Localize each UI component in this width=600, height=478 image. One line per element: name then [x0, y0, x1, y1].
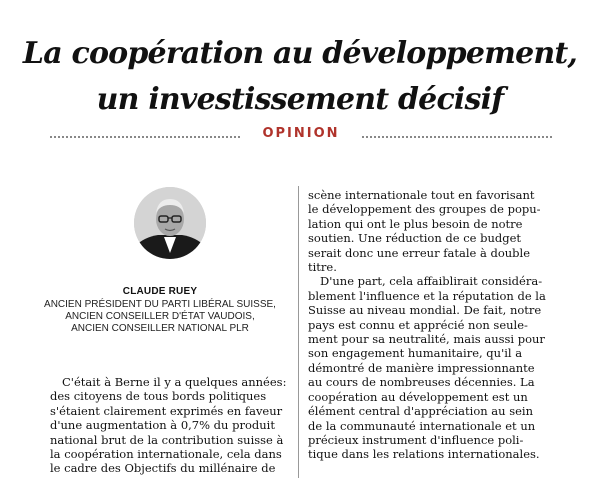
- text-line: coopération au développement est un: [308, 389, 528, 404]
- text-line: de la communauté internationale et un: [308, 418, 536, 433]
- text-line: C'était à Berne il y a quelques années:: [62, 375, 287, 389]
- text-line: soutien. Une réduction de ce budget: [308, 231, 522, 246]
- text-line: le cadre des Objectifs du millénaire de: [50, 461, 276, 476]
- text-line: le développement des groupes de popu-: [308, 202, 541, 217]
- text-line: son engagement humanitaire, qu'il a: [308, 346, 523, 361]
- text-line: précieux instrument d'influence poli-: [308, 432, 524, 447]
- rubric-label: OPINION: [262, 126, 340, 141]
- author-role-2: ANCIEN CONSEILLER D'ÉTAT VAUDOIS,: [65, 311, 255, 322]
- text-line: élément central d'appréciation au sein: [308, 404, 534, 419]
- text-line: lation qui ont le plus besoin de notre: [308, 216, 523, 231]
- text-line: démontré de manière impressionnante: [308, 360, 535, 375]
- rubric-row: [50, 126, 552, 144]
- author-role-3: ANCIEN CONSEILLER NATIONAL PLR: [71, 323, 249, 334]
- author-name: CLAUDE RUEY: [122, 286, 198, 297]
- text-line: blement l'influence et la réputation de la: [308, 288, 546, 303]
- author-portrait-image: [134, 187, 206, 259]
- text-line: D'une part, cela affaiblirait considéra-: [320, 274, 543, 289]
- rubric-divider-right: [362, 136, 552, 138]
- headline-line-1: La coopération au développement,: [22, 36, 578, 71]
- headline-line-2: un investissement décisif: [96, 82, 504, 117]
- text-line: national brut de la contribution suisse à: [50, 432, 284, 447]
- text-line: la coopération internationale, cela dans: [50, 447, 282, 462]
- text-line: scène internationale tout en favorisant: [308, 188, 535, 202]
- text-line: au cours de nombreuses décennies. La: [308, 375, 535, 390]
- article-right-column: [308, 188, 556, 462]
- article-left-column: [50, 375, 290, 476]
- text-line: pays est connu et apprécié non seule-: [308, 317, 528, 332]
- text-line: titre.: [308, 260, 337, 275]
- text-line: tique dans les relations internationales.: [308, 447, 540, 462]
- text-line: d'une augmentation à 0,7% du produit: [50, 418, 275, 433]
- column-divider: [298, 186, 299, 478]
- text-line: des citoyens de tous bords politiques: [50, 389, 267, 404]
- author-portrait: [134, 187, 206, 259]
- author-role-1: ANCIEN PRÉSIDENT DU PARTI LIBÉRAL SUISSE,: [44, 299, 276, 310]
- text-line: s'étaient clairement exprimés en faveur: [50, 403, 283, 418]
- text-line: Suisse au niveau mondial. De fait, notre: [308, 303, 542, 318]
- text-line: serait donc une erreur fatale à double: [308, 245, 531, 260]
- text-line: ment pour sa neutralité, mais aussi pour: [308, 332, 545, 347]
